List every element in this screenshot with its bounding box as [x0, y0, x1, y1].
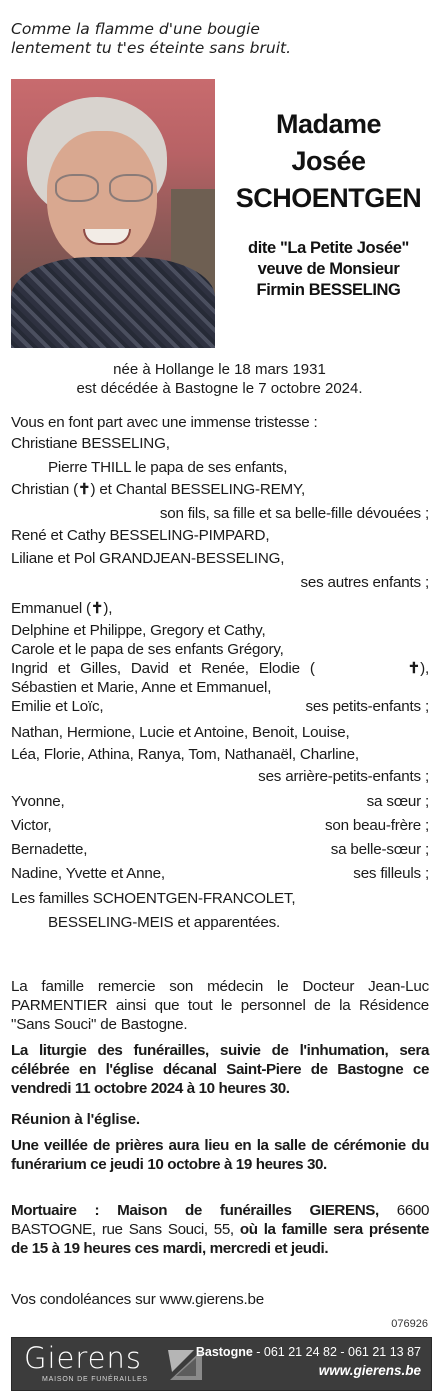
family-line: Emilie et Loïc, ses petits-enfants ;: [11, 698, 429, 715]
meeting-note: Réunion à l'église.: [11, 1111, 140, 1128]
spouse-name: Firmin BESSELING: [256, 281, 401, 299]
family-line: Christian (✝) et Chantal BESSELING-REMY,: [11, 481, 305, 498]
family-line: Pierre THILL le papa de ses enfants,: [48, 459, 288, 476]
cross-icon: ✝: [90, 600, 104, 617]
widow-of: veuve de Monsieur: [257, 260, 400, 278]
family-line: Emmanuel (✝),: [11, 600, 113, 617]
family-line: Delphine et Philippe, Gregory et Cathy,: [11, 622, 266, 639]
family-list: [11, 413, 429, 932]
vigil-paragraph: Une veillée de prières aura lieu en la salle de cérémonie du funérarium ce jeudi 10 octobre à 19 heures 30.: [11, 1137, 429, 1173]
family-line: Carole et le papa de ses enfants Grégory,: [11, 641, 284, 658]
first-name: Josée: [291, 146, 366, 176]
family-line: Bernadette, sa belle-sœur ;: [11, 841, 429, 858]
family-line: Les familles SCHOENTGEN-FRANCOLET,: [11, 890, 296, 907]
cross-icon: ✝: [78, 481, 91, 498]
family-line: Christiane BESSELING,: [11, 435, 170, 452]
quote-line: Comme la flamme d'une bougie: [11, 20, 260, 38]
family-line: ses autres enfants ;: [300, 574, 429, 591]
family-line: Léa, Florie, Athina, Ranya, Tom, Nathanaël, Charline,: [11, 746, 359, 763]
birth-line: née à Hollange le 18 mars 1931: [113, 361, 326, 378]
family-line: Nathan, Hermione, Lucie et Antoine, Benoit, Louise,: [11, 724, 350, 741]
mortuary-paragraph: Mortuaire : Maison de funérailles GIERENS, 6600 BASTOGNE, rue Sans Souci, 55, où la famille sera présente de 15 à 19 heures ces mardi, mercredi et jeudi.: [11, 1202, 429, 1257]
brand-logo-text: Gierens: [24, 1341, 142, 1375]
name-title: Madame: [275, 109, 382, 139]
cross-icon: ✝: [407, 660, 421, 677]
life-dates: [0, 360, 439, 398]
opening-quote: [11, 20, 431, 58]
nickname: dite "La Petite Josée": [248, 239, 409, 257]
deceased-subtitle: [226, 238, 431, 301]
family-line: Ingrid et Gilles, David et Renée, Elodie ( ✝),: [11, 660, 429, 677]
funeral-home-banner: [11, 1337, 432, 1391]
family-line: Liliane et Pol GRANDJEAN-BESSELING,: [11, 550, 285, 567]
death-line: est décédée à Bastogne le 7 octobre 2024.: [76, 380, 363, 397]
family-line: Victor, son beau-frère ;: [11, 817, 429, 834]
brand-subtitle: MAISON DE FUNÉRAILLES: [42, 1376, 148, 1383]
contact-info: [196, 1344, 421, 1381]
family-line: Nadine, Yvette et Anne, ses filleuls ;: [11, 865, 429, 882]
family-line: Yvonne, sa sœur ;: [11, 793, 429, 810]
portrait-photo: [11, 79, 215, 348]
deceased-name: [226, 106, 431, 217]
website-link[interactable]: www.gierens.be: [318, 1363, 421, 1378]
thanks-paragraph: La famille remercie son médecin le Docteur Jean-Luc PARMENTIER ainsi que tout le personnel de la Résidence "Sans Souci" de Bastogne.: [11, 978, 429, 1033]
family-line: BESSELING-MEIS et apparentées.: [48, 914, 281, 931]
family-line: son fils, sa fille et sa belle-fille dévouées ;: [159, 505, 429, 522]
liturgy-paragraph: La liturgie des funérailles, suivie de l'inhumation, sera célébrée en l'église décanal Saint-Piere de Bastogne ce vendredi 11 octobre 2024 à 10 heures 30.: [11, 1042, 429, 1097]
family-line: Sébastien et Marie, Anne et Emmanuel,: [11, 679, 272, 696]
phone-line: Bastogne - 061 21 24 82 - 061 21 13 87: [195, 1345, 421, 1359]
quote-line: lentement tu t'es éteinte sans bruit.: [11, 39, 292, 57]
condolences-line: Vos condoléances sur www.gierens.be: [11, 1291, 265, 1308]
family-intro: Vous en font part avec une immense tristesse :: [11, 414, 318, 431]
family-line: René et Cathy BESSELING-PIMPARD,: [11, 527, 270, 544]
family-line: ses arrière-petits-enfants ;: [258, 768, 429, 785]
reference-number: 076926: [391, 1318, 428, 1330]
last-name: SCHOENTGEN: [235, 183, 422, 213]
